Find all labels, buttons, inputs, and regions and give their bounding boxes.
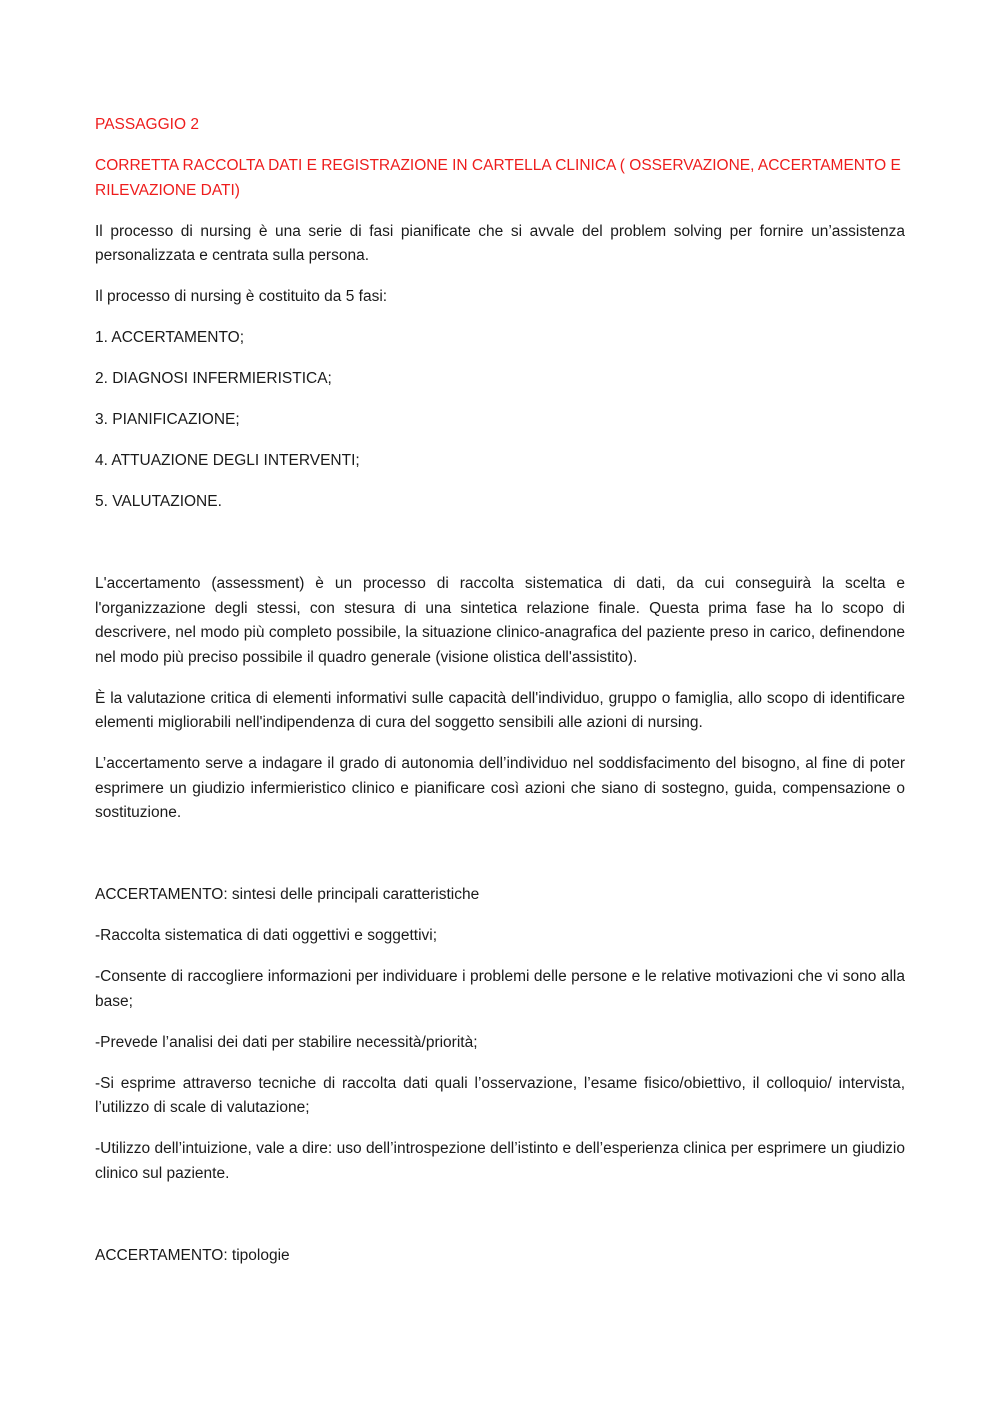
- phase-item: 1. ACCERTAMENTO;: [95, 329, 245, 346]
- spacer: [95, 531, 905, 572]
- summary-item: -Consente di raccogliere informazioni per individuare i problemi delle persone e le relative motivazioni che vi sono alla base;: [95, 968, 905, 1010]
- summary-heading: ACCERTAMENTO: sintesi delle principali caratteristiche: [95, 886, 480, 903]
- phase-item: 4. ATTUAZIONE DEGLI INTERVENTI;: [95, 452, 360, 469]
- intro-paragraph: Il processo di nursing è una serie di fasi pianificate che si avvale del problem solving per fornire un’assistenza personalizzata e centrata sulla persona.: [95, 222, 905, 264]
- heading-step: PASSAGGIO 2: [95, 116, 199, 133]
- summary-item: -Prevede l’analisi dei dati per stabilire necessità/priorità;: [95, 1033, 478, 1051]
- summary-item: -Utilizzo dell’intuizione, vale a dire: uso dell’introspezione dell’istinto e dell’esperienza clinica per esprimere un giudizio clinico sul paziente.: [95, 1140, 905, 1182]
- summary-item: -Si esprime attraverso tecniche di raccolta dati quali l’osservazione, l’esame fisico/obiettivo, il colloquio/ intervista, l’utilizzo di scale di valutazione;: [95, 1074, 905, 1116]
- spacer: [95, 1203, 905, 1244]
- phases-intro: Il processo di nursing è costituito da 5 fasi:: [95, 288, 388, 305]
- phase-item: 3. PIANIFICAZIONE;: [95, 411, 240, 428]
- summary-item: -Raccolta sistematica di dati oggettivi e soggettivi;: [95, 927, 438, 944]
- assessment-paragraph: L'accertamento (assessment) è un processo di raccolta sistematica di dati, da cui conseguirà la scelta e l'organizzazione degli stessi, con stesura di una sintetica relazione finale. Questa prima fase ha lo scopo di descrivere, nel modo più completo possibile, la situazione clinico-anagrafica del paziente preso in carico, definendone nel modo più preciso possibile il quadro generale (visione olistica dell'assistito).: [95, 575, 905, 666]
- spacer: [95, 842, 905, 883]
- types-heading: ACCERTAMENTO: tipologie: [95, 1246, 290, 1264]
- heading-title: CORRETTA RACCOLTA DATI E REGISTRAZIONE IN CARTELLA CLINICA ( OSSERVAZIONE, ACCERTAMENTO E RILEVAZIONE DATI): [95, 157, 901, 199]
- assessment-paragraph: L’accertamento serve a indagare il grado di autonomia dell’individuo nel soddisfacimento del bisogno, al fine di poter esprimere un giudizio infermieristico clinico e pianificare così azioni che siano di sostegno, guida, compensazione o sostituzione.: [95, 755, 905, 821]
- phase-item: 5. VALUTAZIONE.: [95, 493, 222, 510]
- phase-item: 2. DIAGNOSI INFERMIERISTICA;: [95, 370, 332, 387]
- assessment-paragraph: È la valutazione critica di elementi informativi sulle capacità dell'individuo, gruppo o famiglia, allo scopo di identificare elementi migliorabili nell'indipendenza di cura del soggetto sensibili alle azioni di nursing.: [95, 689, 905, 731]
- document-page: [95, 113, 905, 1285]
